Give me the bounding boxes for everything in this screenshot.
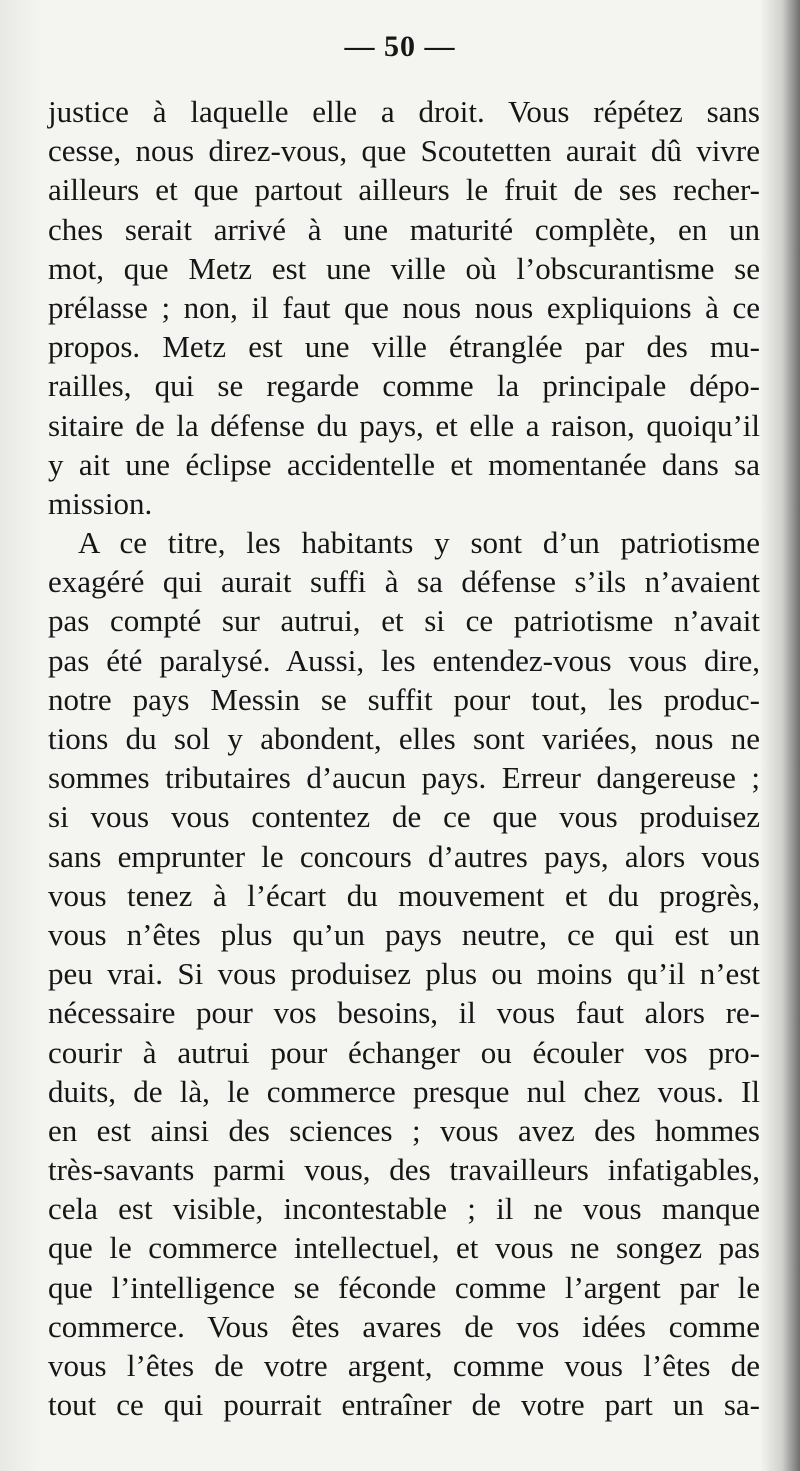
text-line: peu vrai. Si vous produisez plus ou moins qu’il n’est bbox=[48, 956, 760, 992]
text-line: mot, que Metz est une ville où l’obscurantisme se bbox=[48, 250, 760, 286]
text-line: vous n’êtes plus qu’un pays neutre, ce qui est un bbox=[48, 916, 760, 952]
text-line: ailleurs et que partout ailleurs le fruit de ses recher- bbox=[48, 172, 760, 208]
text-line: sommes tributaires d’aucun pays. Erreur dangereuse ; bbox=[48, 760, 760, 796]
text-line: duits, de là, le commerce presque nul chez vous. Il bbox=[48, 1073, 760, 1109]
text-line: que le commerce intellectuel, et vous ne songez pas bbox=[48, 1230, 760, 1266]
text-line: vous l’êtes de votre argent, comme vous l’êtes de bbox=[48, 1348, 760, 1383]
body-text bbox=[48, 92, 760, 1424]
paragraph-start-line: A ce titre, les habitants y sont d’un patriotisme bbox=[78, 525, 760, 561]
text-line: ches serait arrivé à une maturité complète, en un bbox=[48, 211, 760, 247]
text-line: tout ce qui pourrait entraîner de votre part un sa- bbox=[48, 1387, 760, 1423]
text-line: très-savants parmi vous, des travailleurs infatigables, bbox=[48, 1152, 760, 1188]
text-line: sans emprunter le concours d’autres pays, alors vous bbox=[48, 838, 760, 874]
text-line: si vous vous contentez de ce que vous produisez bbox=[48, 799, 760, 835]
text-line: y ait une éclipse accidentelle et momentanée dans sa bbox=[48, 446, 760, 482]
text-line: railles, qui se regarde comme la principale dépo- bbox=[48, 368, 760, 404]
text-line: que l’intelligence se féconde comme l’argent par le bbox=[48, 1269, 760, 1305]
text-line: cela est visible, incontestable ; il ne vous manque bbox=[48, 1191, 760, 1227]
text-line: justice à laquelle elle a droit. Vous répétez sans bbox=[48, 94, 760, 129]
text-line: sitaire de la défense du pays, et elle a raison, quoiqu’il bbox=[48, 407, 760, 443]
text-line: exagéré qui aurait suffi à sa défense s’ils n’avaient bbox=[48, 564, 760, 600]
text-line: prélasse ; non, il faut que nous nous expliquions à ce bbox=[48, 289, 760, 325]
text-line: courir à autrui pour échanger ou écouler vos pro- bbox=[48, 1034, 760, 1070]
text-line: commerce. Vous êtes avares de vos idées comme bbox=[48, 1308, 760, 1344]
text-line: cesse, nous direz-vous, que Scoutetten aurait dû vivre bbox=[48, 133, 760, 169]
text-line: nécessaire pour vos besoins, il vous faut alors re- bbox=[48, 995, 760, 1031]
paragraph-end-line: mission. bbox=[48, 485, 153, 521]
text-line: vous tenez à l’écart du mouvement et du progrès, bbox=[48, 877, 760, 913]
text-line: pas compté sur autrui, et si ce patriotisme n’avait bbox=[48, 603, 760, 639]
page-number: — 50 — bbox=[344, 30, 456, 63]
text-line: tions du sol y abondent, elles sont variées, nous ne bbox=[48, 721, 760, 756]
text-line: propos. Metz est une ville étranglée par des mu- bbox=[48, 329, 760, 365]
text-line: en est ainsi des sciences ; vous avez des hommes bbox=[48, 1112, 760, 1148]
text-line: pas été paralysé. Aussi, les entendez-vous vous dire, bbox=[48, 642, 760, 678]
text-line: notre pays Messin se suffit pour tout, les produc- bbox=[48, 681, 760, 717]
